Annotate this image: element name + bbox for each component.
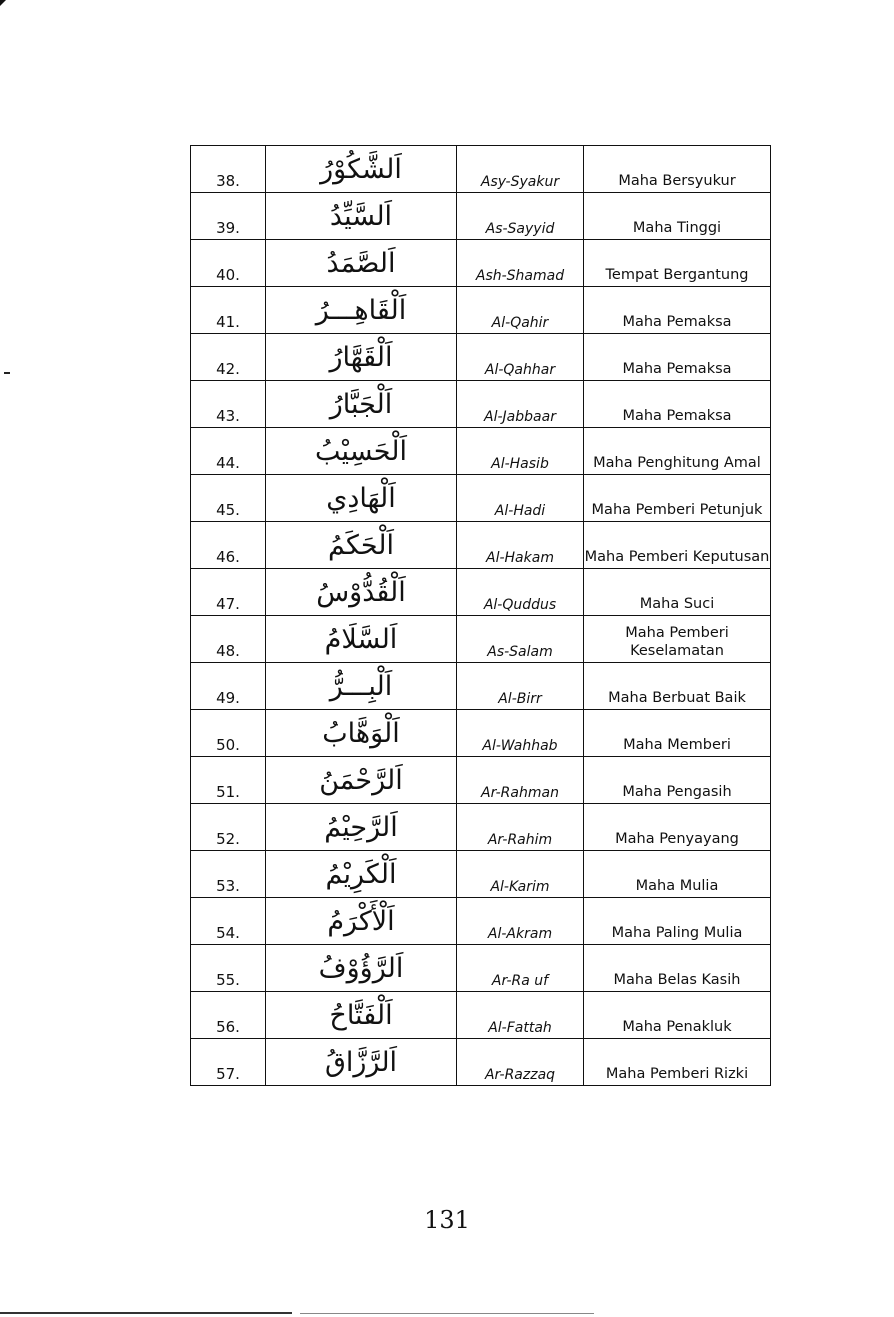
asmaul-husna-table bbox=[190, 145, 771, 1086]
corner-scan-mark bbox=[0, 0, 6, 6]
arabic-name: اَلْفَتَّاحُ bbox=[266, 992, 457, 1039]
transliteration: Al-Karim bbox=[457, 851, 584, 898]
transliteration: As-Sayyid bbox=[457, 193, 584, 240]
table-row bbox=[191, 992, 771, 1039]
arabic-name: اَلْحَكَمُ bbox=[266, 522, 457, 569]
transliteration: Al-Wahhab bbox=[457, 710, 584, 757]
row-number: 50. bbox=[191, 710, 266, 757]
transliteration: Al-Hadi bbox=[457, 475, 584, 522]
table-row bbox=[191, 710, 771, 757]
scan-edge-line bbox=[300, 1313, 594, 1314]
table-row bbox=[191, 193, 771, 240]
table-row bbox=[191, 945, 771, 992]
arabic-name: اَلْهَادِي bbox=[266, 475, 457, 522]
transliteration: Al-Hakam bbox=[457, 522, 584, 569]
meaning: Maha Pemberi Petunjuk bbox=[584, 475, 771, 522]
meaning: Maha Pemaksa bbox=[584, 287, 771, 334]
row-number: 46. bbox=[191, 522, 266, 569]
page-number: 131 bbox=[424, 1206, 470, 1234]
arabic-name: اَلْأَكْرَمُ bbox=[266, 898, 457, 945]
row-number: 41. bbox=[191, 287, 266, 334]
meaning: Maha Penyayang bbox=[584, 804, 771, 851]
meaning: Maha Pemaksa bbox=[584, 334, 771, 381]
meaning: Maha Mulia bbox=[584, 851, 771, 898]
scan-edge-line bbox=[0, 1312, 292, 1314]
table-row bbox=[191, 475, 771, 522]
meaning: Maha Tinggi bbox=[584, 193, 771, 240]
transliteration: Al-Hasib bbox=[457, 428, 584, 475]
transliteration: Al-Qahir bbox=[457, 287, 584, 334]
row-number: 45. bbox=[191, 475, 266, 522]
meaning: Tempat Bergantung bbox=[584, 240, 771, 287]
table-row bbox=[191, 898, 771, 945]
arabic-name: اَلسَّيِّدُ bbox=[266, 193, 457, 240]
arabic-name: اَلْقَهَّارُ bbox=[266, 334, 457, 381]
table-row bbox=[191, 146, 771, 193]
row-number: 48. bbox=[191, 616, 266, 663]
table-row bbox=[191, 663, 771, 710]
row-number: 42. bbox=[191, 334, 266, 381]
row-number: 51. bbox=[191, 757, 266, 804]
transliteration: Al-Qahhar bbox=[457, 334, 584, 381]
meaning: Maha Pemaksa bbox=[584, 381, 771, 428]
transliteration: Al-Fattah bbox=[457, 992, 584, 1039]
table-row bbox=[191, 851, 771, 898]
transliteration: As-Salam bbox=[457, 616, 584, 663]
transliteration: Al-Birr bbox=[457, 663, 584, 710]
row-number: 38. bbox=[191, 146, 266, 193]
meaning: Maha Pemberi Keputusan bbox=[584, 522, 771, 569]
meaning: Maha Suci bbox=[584, 569, 771, 616]
table-row bbox=[191, 522, 771, 569]
transliteration: Ar-Rahman bbox=[457, 757, 584, 804]
meaning: Maha Belas Kasih bbox=[584, 945, 771, 992]
row-number: 53. bbox=[191, 851, 266, 898]
row-number: 44. bbox=[191, 428, 266, 475]
table-row bbox=[191, 1039, 771, 1086]
row-number: 40. bbox=[191, 240, 266, 287]
arabic-name: اَلْجَبَّارُ bbox=[266, 381, 457, 428]
row-number: 55. bbox=[191, 945, 266, 992]
table-row bbox=[191, 381, 771, 428]
transliteration: Al-Quddus bbox=[457, 569, 584, 616]
row-number: 43. bbox=[191, 381, 266, 428]
transliteration: Al-Jabbaar bbox=[457, 381, 584, 428]
meaning: Maha Memberi bbox=[584, 710, 771, 757]
meaning: Maha Paling Mulia bbox=[584, 898, 771, 945]
transliteration: Asy-Syakur bbox=[457, 146, 584, 193]
arabic-name: اَلْكَرِيْمُ bbox=[266, 851, 457, 898]
arabic-name: اَلرَّزَّاقُ bbox=[266, 1039, 457, 1086]
table-row bbox=[191, 287, 771, 334]
meaning: Maha Penghitung Amal bbox=[584, 428, 771, 475]
transliteration: Ash-Shamad bbox=[457, 240, 584, 287]
row-number: 39. bbox=[191, 193, 266, 240]
table-body bbox=[191, 146, 771, 1086]
arabic-name: اَلْبِـــرُّ bbox=[266, 663, 457, 710]
transliteration: Al-Akram bbox=[457, 898, 584, 945]
arabic-name: اَلْوَهَّابُ bbox=[266, 710, 457, 757]
meaning: Maha Pengasih bbox=[584, 757, 771, 804]
table-row bbox=[191, 757, 771, 804]
arabic-name: اَلصَّمَدُ bbox=[266, 240, 457, 287]
transliteration: Ar-Rahim bbox=[457, 804, 584, 851]
meaning: Maha Penakluk bbox=[584, 992, 771, 1039]
arabic-name: اَلْقَاهِـــرُ bbox=[266, 287, 457, 334]
row-number: 56. bbox=[191, 992, 266, 1039]
table-row bbox=[191, 428, 771, 475]
table-row bbox=[191, 334, 771, 381]
arabic-name: اَلسَّلَامُ bbox=[266, 616, 457, 663]
table-row bbox=[191, 616, 771, 663]
arabic-name: اَلرَّحِيْمُ bbox=[266, 804, 457, 851]
arabic-name: اَلشَّكُوْرُ bbox=[266, 146, 457, 193]
row-number: 57. bbox=[191, 1039, 266, 1086]
table-row bbox=[191, 804, 771, 851]
meaning: Maha Bersyukur bbox=[584, 146, 771, 193]
meaning: Maha Berbuat Baik bbox=[584, 663, 771, 710]
row-number: 49. bbox=[191, 663, 266, 710]
transliteration: Ar-Ra uf bbox=[457, 945, 584, 992]
meaning: Maha Pemberi Keselamatan bbox=[584, 616, 771, 663]
row-number: 47. bbox=[191, 569, 266, 616]
arabic-name: اَلرَّحْمَنُ bbox=[266, 757, 457, 804]
row-number: 52. bbox=[191, 804, 266, 851]
row-number: 54. bbox=[191, 898, 266, 945]
arabic-name: اَلْقُدُّوْسُ bbox=[266, 569, 457, 616]
table-row bbox=[191, 569, 771, 616]
table-row bbox=[191, 240, 771, 287]
transliteration: Ar-Razzaq bbox=[457, 1039, 584, 1086]
meaning: Maha Pemberi Rizki bbox=[584, 1039, 771, 1086]
arabic-name: اَلرَّؤُوْفُ bbox=[266, 945, 457, 992]
arabic-name: اَلْحَسِيْبُ bbox=[266, 428, 457, 475]
margin-scan-mark bbox=[4, 372, 10, 374]
